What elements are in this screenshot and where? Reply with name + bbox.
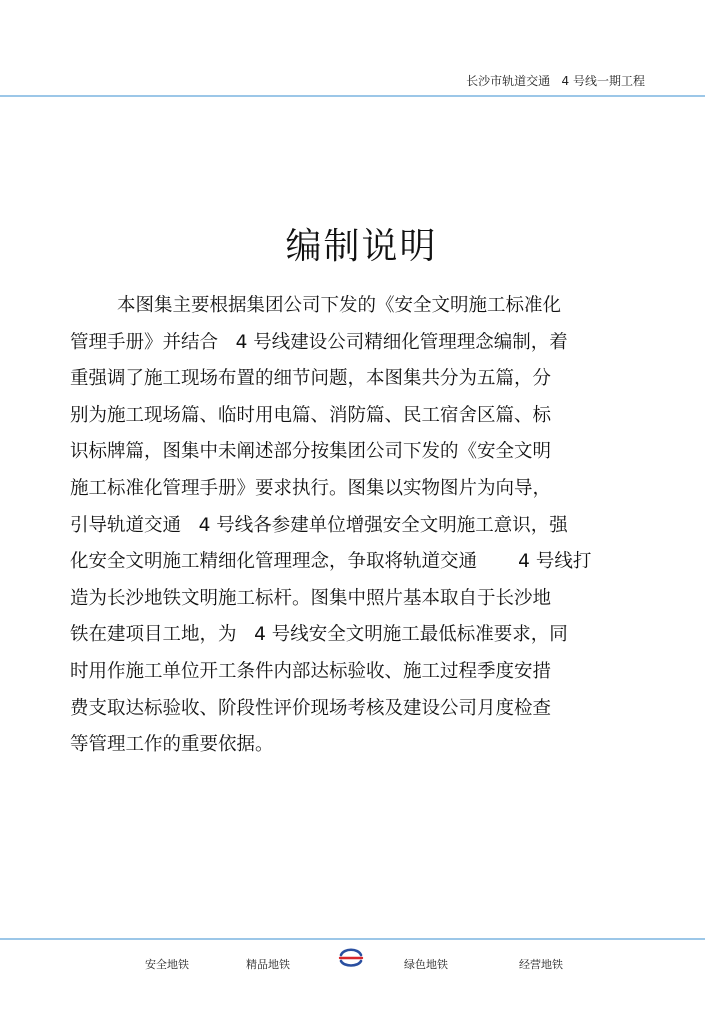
- body-line: 管理手册》并结合 4 号线建设公司精细化管理理念编制，着: [70, 331, 568, 353]
- footer-slogan-quality: 精品地铁: [246, 958, 290, 971]
- footer-slogan-business: 经营地铁: [519, 958, 563, 971]
- body-line: 造为长沙地铁文明施工标杆。图集中照片基本取自于长沙地: [70, 587, 552, 609]
- header-divider: [0, 95, 705, 97]
- body-line: 施工标准化管理手册》要求执行。图集以实物图片为向导，: [70, 477, 552, 499]
- metro-logo-icon: [338, 946, 364, 968]
- footer-slogan-green: 绿色地铁: [404, 958, 448, 971]
- body-line: 引导轨道交通 4 号线各参建单位增强安全文明施工意识，强: [70, 514, 568, 536]
- body-text: [70, 288, 670, 764]
- body-line: 重强调了施工现场布置的细节问题，本图集共分为五篇，分: [70, 368, 552, 390]
- page-title: 编制说明: [285, 226, 438, 267]
- body-line: 费支取达标验收、阶段性评价现场考核及建设公司月度检查: [70, 697, 552, 719]
- body-line: 别为施工现场篇、临时用电篇、消防篇、民工宿舍区篇、标: [70, 404, 552, 426]
- header-text: 长沙市轨道交通 4 号线一期工程: [466, 74, 645, 88]
- footer-slogan-safe: 安全地铁: [145, 958, 189, 971]
- body-line: 时用作施工单位开工条件内部达标验收、施工过程季度安措: [70, 660, 552, 682]
- body-line: 铁在建项目工地，为 4 号线安全文明施工最低标准要求，同: [70, 624, 568, 646]
- body-line: 等管理工作的重要依据。: [70, 734, 274, 756]
- body-line: 识标牌篇，图集中未阐述部分按集团公司下发的《安全文明: [70, 441, 552, 463]
- footer-divider: [0, 938, 705, 940]
- body-line: 化安全文明施工精细化管理理念，争取将轨道交通 4 号线打: [70, 551, 592, 573]
- body-line: 本图集主要根据集团公司下发的《安全文明施工标准化: [70, 295, 562, 316]
